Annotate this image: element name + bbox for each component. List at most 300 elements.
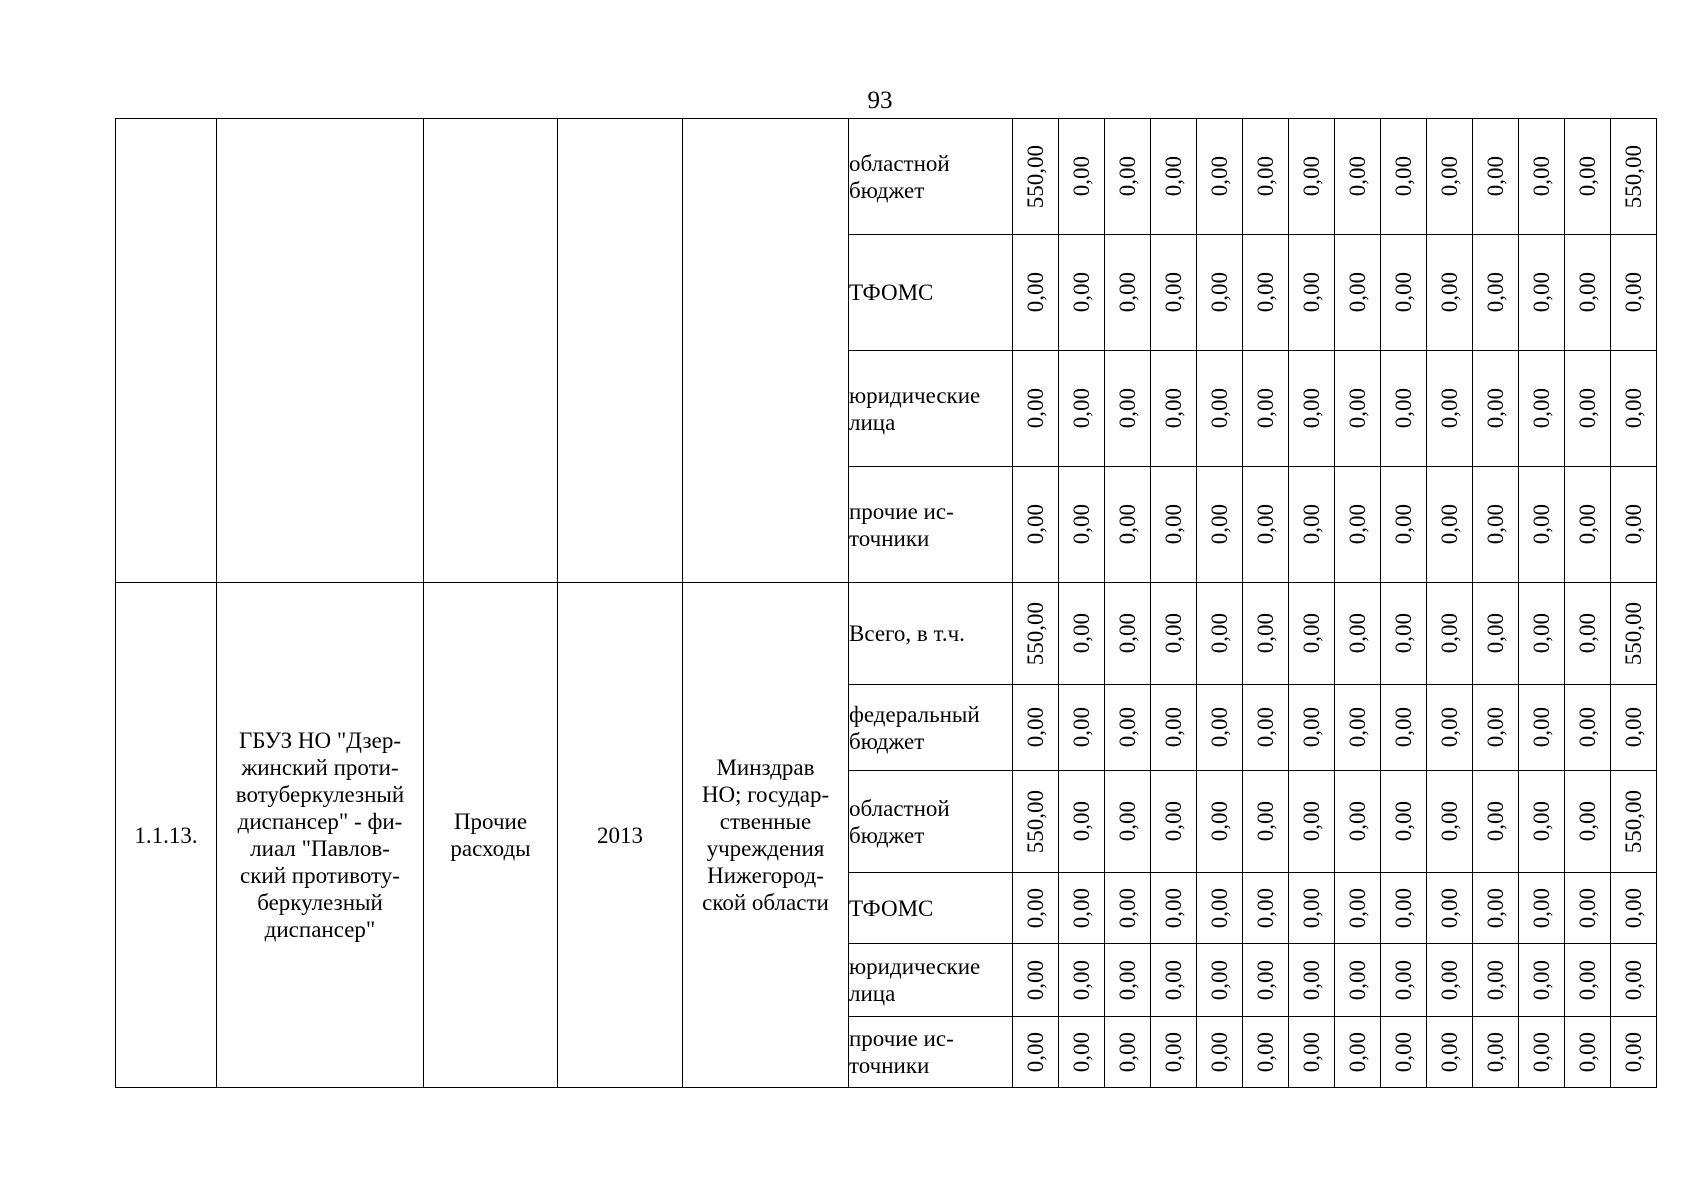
value-cell (1473, 873, 1519, 944)
value-cell (1197, 944, 1243, 1017)
value-cell (1105, 685, 1151, 771)
value-text: 0,00 (1391, 388, 1416, 429)
value-text: 0,00 (1575, 388, 1600, 429)
value-text: 0,00 (1161, 388, 1186, 429)
value-text: 0,00 (1437, 959, 1462, 1001)
value-text: 0,00 (1069, 504, 1094, 545)
value-text: 0,00 (1253, 388, 1278, 429)
value-cell (1519, 685, 1565, 771)
value-cell (1473, 771, 1519, 873)
value-cell (1335, 583, 1381, 685)
value-cell (1381, 351, 1427, 467)
value-text: 0,00 (1023, 1031, 1048, 1073)
executor-name: Минздрав НО; государ- ственные учреждения Нижегород- ской области (683, 583, 849, 1088)
value-text: 0,00 (1621, 388, 1646, 429)
value-cell (1473, 944, 1519, 1017)
value-text: 0,00 (1161, 504, 1186, 545)
value-cell (1611, 235, 1657, 351)
value-cell (1519, 1017, 1565, 1088)
value-text: 0,00 (1437, 1031, 1462, 1073)
value-text: 0,00 (1437, 613, 1462, 654)
value-cell (1197, 119, 1243, 235)
value-text: 0,00 (1575, 156, 1600, 197)
value-cell (1335, 944, 1381, 1017)
value-cell (1289, 685, 1335, 771)
value-cell (1289, 583, 1335, 685)
value-cell (1059, 351, 1105, 467)
value-cell (1519, 873, 1565, 944)
value-cell (1519, 583, 1565, 685)
value-cell (1105, 873, 1151, 944)
value-cell (1059, 583, 1105, 685)
value-text: 0,00 (1575, 504, 1600, 545)
value-text: 0,00 (1023, 272, 1048, 313)
value-cell (1151, 583, 1197, 685)
value-text: 0,00 (1391, 613, 1416, 654)
value-text: 0,00 (1391, 707, 1416, 748)
value-cell (1565, 467, 1611, 583)
value-text: 550,00 (1023, 601, 1048, 666)
value-cell (1197, 351, 1243, 467)
value-text: 0,00 (1299, 959, 1324, 1001)
value-cell (1335, 685, 1381, 771)
value-cell (1289, 119, 1335, 235)
value-text: 0,00 (1529, 504, 1554, 545)
value-cell (1427, 685, 1473, 771)
value-text: 0,00 (1483, 388, 1508, 429)
table-row (116, 583, 1657, 685)
value-text: 0,00 (1023, 707, 1048, 748)
value-cell (1243, 351, 1289, 467)
value-text: 0,00 (1207, 388, 1232, 429)
value-cell (1565, 685, 1611, 771)
value-cell (1243, 1017, 1289, 1088)
value-text: 550,00 (1621, 789, 1646, 854)
value-text: 0,00 (1115, 272, 1140, 313)
value-cell (1381, 235, 1427, 351)
budget-table (115, 118, 1657, 1088)
value-cell (1013, 1017, 1059, 1088)
value-text: 0,00 (1161, 156, 1186, 197)
value-text: 0,00 (1161, 1031, 1186, 1073)
value-text: 0,00 (1253, 1031, 1278, 1073)
value-cell (1059, 873, 1105, 944)
value-cell (1565, 119, 1611, 235)
value-text: 0,00 (1483, 887, 1508, 929)
value-text: 0,00 (1529, 156, 1554, 197)
value-text: 0,00 (1253, 707, 1278, 748)
value-cell (1427, 873, 1473, 944)
value-text: 0,00 (1115, 613, 1140, 654)
page-number: 93 (867, 87, 893, 114)
value-cell (1289, 873, 1335, 944)
value-cell (1473, 583, 1519, 685)
value-text: 0,00 (1023, 504, 1048, 545)
value-cell (1243, 873, 1289, 944)
value-cell (1473, 351, 1519, 467)
value-text: 550,00 (1023, 144, 1048, 209)
value-cell (1243, 583, 1289, 685)
value-text: 0,00 (1207, 707, 1232, 748)
value-text: 0,00 (1207, 272, 1232, 313)
value-cell (1565, 351, 1611, 467)
value-cell (1381, 583, 1427, 685)
value-text: 0,00 (1575, 959, 1600, 1001)
funding-source-label: прочие ис- точники (849, 467, 1013, 583)
continued-expense-cell (424, 119, 558, 583)
value-text: 0,00 (1345, 1031, 1370, 1073)
value-cell (1243, 119, 1289, 235)
value-cell (1289, 944, 1335, 1017)
value-cell (1197, 235, 1243, 351)
value-text: 0,00 (1115, 388, 1140, 429)
value-text: 0,00 (1621, 504, 1646, 545)
value-cell (1059, 467, 1105, 583)
value-cell (1335, 119, 1381, 235)
value-cell (1013, 119, 1059, 235)
value-cell (1335, 351, 1381, 467)
continued-institution-cell (217, 119, 424, 583)
value-text: 0,00 (1069, 156, 1094, 197)
value-text: 0,00 (1207, 1031, 1232, 1073)
entry-year: 2013 (558, 583, 683, 1088)
value-cell (1013, 944, 1059, 1017)
value-text: 0,00 (1437, 156, 1462, 197)
value-text: 0,00 (1529, 272, 1554, 313)
value-text: 0,00 (1207, 801, 1232, 842)
value-text: 0,00 (1483, 1031, 1508, 1073)
value-text: 0,00 (1253, 504, 1278, 545)
value-cell (1013, 583, 1059, 685)
funding-source-label: юридические лица (849, 944, 1013, 1017)
value-cell (1565, 235, 1611, 351)
value-text: 0,00 (1483, 504, 1508, 545)
value-cell (1611, 873, 1657, 944)
value-cell (1105, 119, 1151, 235)
entry-code: 1.1.13. (116, 583, 217, 1088)
value-text: 0,00 (1621, 272, 1646, 313)
value-cell (1427, 944, 1473, 1017)
value-cell (1611, 583, 1657, 685)
expense-type: Прочие расходы (424, 583, 558, 1088)
value-cell (1611, 1017, 1657, 1088)
value-text: 0,00 (1253, 959, 1278, 1001)
value-cell (1151, 771, 1197, 873)
value-cell (1289, 351, 1335, 467)
value-cell (1151, 873, 1197, 944)
value-text: 0,00 (1437, 388, 1462, 429)
continued-year-cell (558, 119, 683, 583)
value-text: 0,00 (1483, 959, 1508, 1001)
value-text: 0,00 (1115, 887, 1140, 929)
value-cell (1013, 685, 1059, 771)
value-cell (1105, 351, 1151, 467)
value-cell (1519, 771, 1565, 873)
value-text: 0,00 (1529, 959, 1554, 1001)
value-cell (1335, 1017, 1381, 1088)
value-cell (1473, 685, 1519, 771)
value-cell (1013, 771, 1059, 873)
value-cell (1013, 873, 1059, 944)
value-cell (1381, 771, 1427, 873)
value-cell (1013, 467, 1059, 583)
value-cell (1611, 685, 1657, 771)
funding-source-label: федеральный бюджет (849, 685, 1013, 771)
value-cell (1519, 119, 1565, 235)
value-cell (1565, 1017, 1611, 1088)
value-cell (1381, 944, 1427, 1017)
value-cell (1289, 771, 1335, 873)
value-text: 0,00 (1437, 707, 1462, 748)
value-text: 0,00 (1483, 801, 1508, 842)
value-text: 0,00 (1161, 801, 1186, 842)
value-text: 0,00 (1069, 801, 1094, 842)
value-cell (1059, 685, 1105, 771)
value-text: 0,00 (1299, 1031, 1324, 1073)
value-cell (1335, 467, 1381, 583)
value-cell (1381, 467, 1427, 583)
value-cell (1381, 873, 1427, 944)
value-cell (1427, 235, 1473, 351)
value-text: 0,00 (1391, 801, 1416, 842)
value-text: 0,00 (1253, 801, 1278, 842)
value-cell (1151, 944, 1197, 1017)
value-text: 0,00 (1575, 707, 1600, 748)
value-cell (1611, 119, 1657, 235)
value-text: 0,00 (1299, 504, 1324, 545)
value-cell (1473, 119, 1519, 235)
value-cell (1151, 685, 1197, 771)
value-cell (1381, 685, 1427, 771)
value-text: 0,00 (1437, 887, 1462, 929)
funding-source-label: прочие ис- точники (849, 1017, 1013, 1088)
value-text: 0,00 (1115, 156, 1140, 197)
value-cell (1381, 119, 1427, 235)
value-text: 0,00 (1345, 156, 1370, 197)
value-text: 0,00 (1253, 613, 1278, 654)
value-text: 0,00 (1299, 887, 1324, 929)
value-text: 550,00 (1621, 601, 1646, 666)
value-cell (1427, 119, 1473, 235)
value-text: 0,00 (1529, 1031, 1554, 1073)
value-cell (1473, 467, 1519, 583)
table-row (116, 119, 1657, 235)
value-cell (1243, 467, 1289, 583)
value-cell (1611, 467, 1657, 583)
value-cell (1519, 235, 1565, 351)
value-cell (1473, 1017, 1519, 1088)
value-cell (1151, 467, 1197, 583)
value-text: 0,00 (1299, 156, 1324, 197)
value-text: 0,00 (1299, 613, 1324, 654)
value-text: 0,00 (1391, 959, 1416, 1001)
value-cell (1013, 235, 1059, 351)
value-text: 0,00 (1437, 801, 1462, 842)
value-text: 0,00 (1069, 1031, 1094, 1073)
funding-source-label: областной бюджет (849, 771, 1013, 873)
value-cell (1335, 873, 1381, 944)
value-text: 0,00 (1299, 707, 1324, 748)
value-cell (1519, 351, 1565, 467)
value-text: 0,00 (1253, 156, 1278, 197)
value-text: 0,00 (1023, 388, 1048, 429)
value-text: 0,00 (1069, 388, 1094, 429)
value-cell (1059, 235, 1105, 351)
value-cell (1519, 467, 1565, 583)
value-cell (1565, 771, 1611, 873)
value-text: 0,00 (1575, 887, 1600, 929)
value-text: 0,00 (1115, 801, 1140, 842)
value-text: 0,00 (1621, 959, 1646, 1001)
value-text: 0,00 (1161, 707, 1186, 748)
value-text: 0,00 (1391, 1031, 1416, 1073)
value-text: 0,00 (1207, 887, 1232, 929)
value-text: 0,00 (1529, 801, 1554, 842)
value-cell (1565, 944, 1611, 1017)
value-text: 550,00 (1023, 789, 1048, 854)
value-text: 0,00 (1345, 801, 1370, 842)
value-cell (1105, 771, 1151, 873)
value-cell (1151, 235, 1197, 351)
value-text: 0,00 (1115, 959, 1140, 1001)
value-text: 0,00 (1391, 272, 1416, 313)
value-cell (1335, 771, 1381, 873)
value-cell (1427, 771, 1473, 873)
value-text: 0,00 (1161, 887, 1186, 929)
value-text: 0,00 (1621, 707, 1646, 748)
value-cell (1243, 685, 1289, 771)
value-text: 0,00 (1161, 613, 1186, 654)
value-cell (1151, 119, 1197, 235)
value-text: 0,00 (1391, 156, 1416, 197)
value-text: 0,00 (1023, 887, 1048, 929)
value-cell (1565, 583, 1611, 685)
value-cell (1335, 235, 1381, 351)
value-text: 0,00 (1575, 1031, 1600, 1073)
value-text: 0,00 (1483, 707, 1508, 748)
value-cell (1519, 944, 1565, 1017)
funding-source-label: ТФОМС (849, 235, 1013, 351)
value-text: 0,00 (1391, 887, 1416, 929)
value-text: 0,00 (1529, 613, 1554, 654)
value-cell (1565, 873, 1611, 944)
value-text: 0,00 (1437, 272, 1462, 313)
value-cell (1105, 235, 1151, 351)
value-text: 550,00 (1621, 144, 1646, 209)
value-text: 0,00 (1069, 613, 1094, 654)
value-text: 0,00 (1069, 959, 1094, 1001)
value-cell (1289, 467, 1335, 583)
value-text: 0,00 (1575, 613, 1600, 654)
value-text: 0,00 (1345, 613, 1370, 654)
value-cell (1059, 944, 1105, 1017)
value-text: 0,00 (1529, 707, 1554, 748)
value-cell (1427, 583, 1473, 685)
value-cell (1105, 583, 1151, 685)
value-cell (1289, 1017, 1335, 1088)
value-cell (1427, 1017, 1473, 1088)
value-cell (1197, 1017, 1243, 1088)
value-cell (1243, 235, 1289, 351)
value-cell (1151, 351, 1197, 467)
value-text: 0,00 (1621, 1031, 1646, 1073)
value-cell (1105, 1017, 1151, 1088)
value-text: 0,00 (1253, 887, 1278, 929)
value-text: 0,00 (1437, 504, 1462, 545)
value-cell (1473, 235, 1519, 351)
value-text: 0,00 (1207, 156, 1232, 197)
value-text: 0,00 (1391, 504, 1416, 545)
institution-name: ГБУЗ НО "Дзер- жинский проти- вотуберкулезный диспансер" - фи- лиал "Павлов- ский противоту- беркулезный диспансер" (217, 583, 424, 1088)
value-cell (1105, 467, 1151, 583)
value-cell (1611, 351, 1657, 467)
value-text: 0,00 (1621, 887, 1646, 929)
value-text: 0,00 (1299, 272, 1324, 313)
value-text: 0,00 (1207, 613, 1232, 654)
value-text: 0,00 (1299, 388, 1324, 429)
value-text: 0,00 (1345, 887, 1370, 929)
value-text: 0,00 (1161, 959, 1186, 1001)
value-cell (1197, 685, 1243, 771)
value-cell (1059, 771, 1105, 873)
value-text: 0,00 (1161, 272, 1186, 313)
value-text: 0,00 (1345, 707, 1370, 748)
funding-source-label: областной бюджет (849, 119, 1013, 235)
value-cell (1151, 1017, 1197, 1088)
value-text: 0,00 (1115, 707, 1140, 748)
value-cell (1427, 467, 1473, 583)
value-text: 0,00 (1069, 272, 1094, 313)
funding-source-label: Всего, в т.ч. (849, 583, 1013, 685)
value-cell (1059, 1017, 1105, 1088)
value-text: 0,00 (1115, 1031, 1140, 1073)
value-text: 0,00 (1345, 504, 1370, 545)
value-text: 0,00 (1483, 613, 1508, 654)
value-text: 0,00 (1207, 959, 1232, 1001)
value-text: 0,00 (1253, 272, 1278, 313)
value-cell (1197, 583, 1243, 685)
continued-code-cell (116, 119, 217, 583)
value-text: 0,00 (1345, 272, 1370, 313)
value-cell (1427, 351, 1473, 467)
value-cell (1197, 771, 1243, 873)
funding-source-label: юридические лица (849, 351, 1013, 467)
value-text: 0,00 (1069, 887, 1094, 929)
value-cell (1105, 944, 1151, 1017)
value-cell (1197, 467, 1243, 583)
value-text: 0,00 (1115, 504, 1140, 545)
value-cell (1611, 944, 1657, 1017)
value-cell (1243, 771, 1289, 873)
value-text: 0,00 (1345, 388, 1370, 429)
funding-source-label: ТФОМС (849, 873, 1013, 944)
value-cell (1197, 873, 1243, 944)
value-text: 0,00 (1207, 504, 1232, 545)
value-text: 0,00 (1483, 272, 1508, 313)
value-text: 0,00 (1575, 272, 1600, 313)
value-text: 0,00 (1575, 801, 1600, 842)
value-text: 0,00 (1345, 959, 1370, 1001)
value-text: 0,00 (1483, 156, 1508, 197)
value-cell (1059, 119, 1105, 235)
value-cell (1381, 1017, 1427, 1088)
value-text: 0,00 (1299, 801, 1324, 842)
value-text: 0,00 (1069, 707, 1094, 748)
value-cell (1611, 771, 1657, 873)
continued-executor-cell (683, 119, 849, 583)
value-cell (1243, 944, 1289, 1017)
value-text: 0,00 (1529, 887, 1554, 929)
